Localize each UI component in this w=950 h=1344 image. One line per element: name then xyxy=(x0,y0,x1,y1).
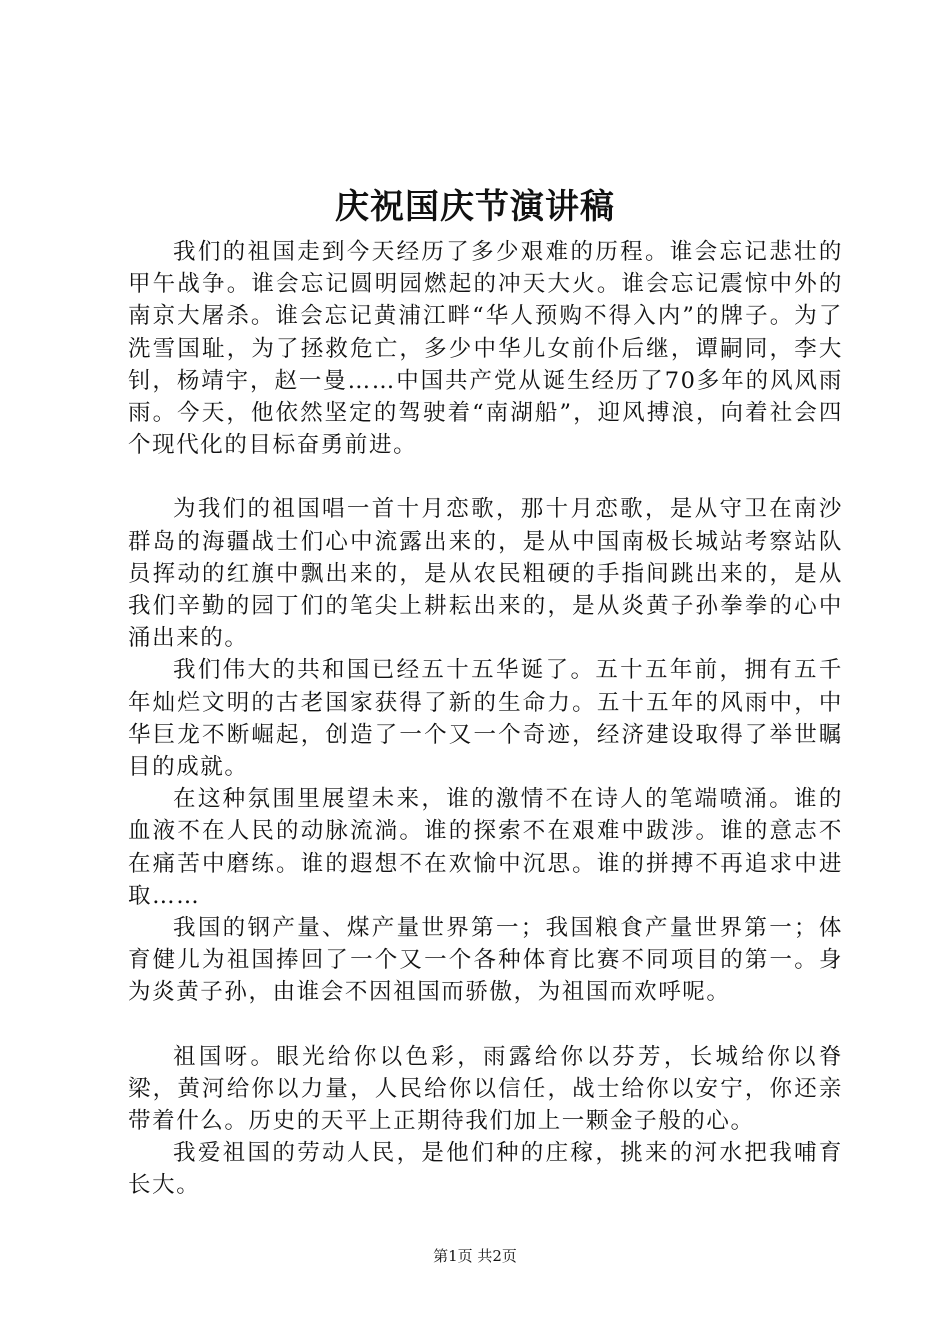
paragraph-6: 祖国呀。眼光给你以色彩，雨露给你以芬芳，长城给你以脊梁，黄河给你以力量，人民给你以信任，战士给你以安宁，你还亲带着什么。历史的天平上正期待我们加上一颗金子般的心。 xyxy=(128,1043,843,1135)
paragraph-2: 为我们的祖国唱一首十月恋歌，那十月恋歌，是从守卫在南沙群岛的海疆战士们心中流露出来的，是从中国南极长城站考察站队员挥动的红旗中飘出来的，是从农民粗硬的手指间跳出来的，是从我们辛勤的园丁们的笔尖上耕耘出来的，是从炎黄子孙拳拳的心中涌出来的。 xyxy=(128,496,843,652)
paragraph-7: 我爱祖国的劳动人民，是他们种的庄稼，挑来的河水把我哺育长大。 xyxy=(128,1140,843,1199)
document-title: 庆祝国庆节演讲稿 xyxy=(335,187,615,227)
paragraph-3: 我们伟大的共和国已经五十五华诞了。五十五年前，拥有五千年灿烂文明的古老国家获得了新的生命力。五十五年的风雨中，中华巨龙不断崛起，创造了一个又一个奇迹，经济建设取得了举世瞩目的成就。 xyxy=(128,657,843,781)
document-body xyxy=(128,236,843,1202)
paragraph-4: 在这种氛围里展望未来，谁的激情不在诗人的笔端喷涌。谁的血液不在人民的动脉流淌。谁的探索不在艰难中跋涉。谁的意志不在痛苦中磨练。谁的遐想不在欢愉中沉思。谁的拼搏不再追求中进取…… xyxy=(128,786,843,909)
page-number-footer: 第1页 共2页 xyxy=(433,1247,517,1265)
paragraph-5: 我国的钢产量、煤产量世界第一；我国粮食产量世界第一；体育健儿为祖国捧回了一个又一个各种体育比赛不同项目的第一。身为炎黄子孙，由谁会不因祖国而骄傲，为祖国而欢呼呢。 xyxy=(128,915,843,1006)
paragraph-1: 我们的祖国走到今天经历了多少艰难的历程。谁会忘记悲壮的甲午战争。谁会忘记圆明园燃起的冲天大火。谁会忘记震惊中外的南京大屠杀。谁会忘记黄浦江畔“华人预购不得入内”的牌子。为了洗雪国耻，为了拯救危亡，多少中华儿女前仆后继，谭嗣同，李大钊，杨靖宇，赵一曼……中国共产党从诞生经历了70多年的风风雨雨。今天，他依然坚定的驾驶着“南湖船”，迎风搏浪，向着社会四个现代化的目标奋勇前进。 xyxy=(128,239,843,459)
